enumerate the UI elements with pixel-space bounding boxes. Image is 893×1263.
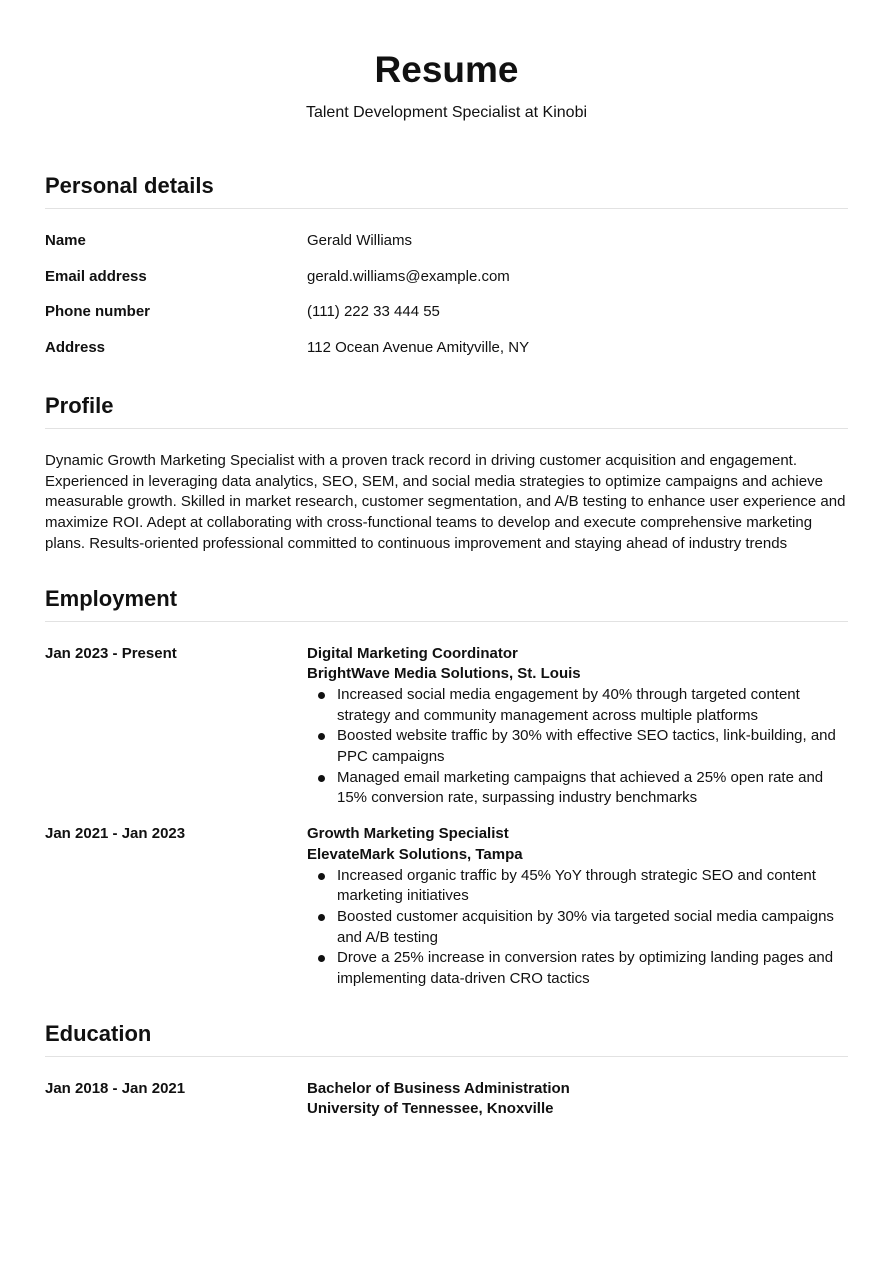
list-item-text: Increased social media engagement by 40% through targeted content strategy and community management across multiple platforms (337, 685, 800, 724)
entry-date: Jan 2018 - Jan 2021 (45, 1079, 186, 1097)
achievement-list (307, 685, 848, 809)
list-item-text: Boosted customer acquisition by 30% via targeted social media campaigns and A/B testing (337, 907, 834, 946)
entry-body (307, 644, 848, 810)
employment-section (45, 585, 848, 990)
entry-body (307, 824, 848, 990)
profile-section (45, 392, 848, 555)
list-item (307, 726, 848, 767)
section-heading-profile: Profile (45, 392, 848, 429)
bullet-icon (318, 692, 325, 699)
bullet-icon (318, 873, 325, 880)
list-item-text: Managed email marketing campaigns that achieved a 25% open rate and 15% conversion rate, surpassing industry benchmarks (337, 768, 824, 807)
section-heading-education: Education (45, 1020, 848, 1057)
detail-value: gerald.williams@example.com (307, 267, 510, 285)
personal-details-section (45, 172, 848, 373)
education-entry (45, 1079, 848, 1120)
list-item-text: Increased organic traffic by 45% YoY through strategic SEO and content marketing initiatives (337, 866, 816, 905)
achievement-list (307, 866, 848, 990)
list-item-text: Drove a 25% increase in conversion rates by optimizing landing pages and implementing data-driven CRO tactics (337, 949, 834, 988)
detail-row-name (45, 231, 848, 267)
detail-row-email (45, 267, 848, 303)
personal-details-table (45, 231, 848, 373)
degree-title: Bachelor of Business Administration (307, 1079, 570, 1097)
school: University of Tennessee, Knoxville (307, 1100, 554, 1118)
profile-text: Dynamic Growth Marketing Specialist with a proven track record in driving customer acquisition and engagement. Experienced in leveraging data analytics, SEO, SEM, and social media strategies to optimize campaigns and achieve measurable growth. Skilled in market research, customer segmentation, and A/B testing to enhance user experience and maximize ROI. Adept at collaborating with cross-functional teams to develop and execute comprehensive marketing plans. Results-oriented professional committed to continuous improvement and staying ahead of industry trends (45, 452, 846, 552)
entry-date: Jan 2023 - Present (45, 644, 177, 662)
education-section (45, 1020, 848, 1120)
entry-date: Jan 2021 - Jan 2023 (45, 825, 186, 843)
list-item (307, 907, 848, 948)
detail-row-phone (45, 302, 848, 338)
employer: ElevateMark Solutions, Tampa (307, 845, 523, 863)
entry-body (307, 1079, 848, 1120)
list-item (307, 768, 848, 809)
page-subtitle: Talent Development Specialist at Kinobi (305, 104, 588, 121)
employer: BrightWave Media Solutions, St. Louis (307, 665, 581, 683)
employment-entry (45, 824, 848, 990)
detail-label: Address (45, 338, 106, 356)
bullet-icon (318, 733, 325, 740)
page-title: Resume (374, 49, 519, 90)
bullet-icon (318, 955, 325, 962)
detail-value: 112 Ocean Avenue Amityville, NY (307, 338, 530, 356)
detail-label: Name (45, 232, 86, 249)
job-title: Digital Marketing Coordinator (307, 644, 518, 662)
section-heading-personal: Personal details (45, 172, 848, 209)
detail-row-address (45, 338, 848, 374)
list-item (307, 685, 848, 726)
detail-value: (111) 222 33 444 55 (307, 303, 440, 320)
bullet-icon (318, 914, 325, 921)
job-title: Growth Marketing Specialist (307, 825, 509, 843)
list-item (307, 948, 848, 989)
list-item-text: Boosted website traffic by 30% with effective SEO tactics, link-building, and PPC campaigns (337, 727, 836, 766)
bullet-icon (318, 775, 325, 782)
section-heading-employment: Employment (45, 585, 848, 622)
list-item (307, 866, 848, 907)
employment-entry (45, 644, 848, 810)
detail-label: Phone number (45, 303, 151, 320)
detail-label: Email address (45, 267, 147, 285)
detail-value: Gerald Williams (307, 232, 413, 249)
